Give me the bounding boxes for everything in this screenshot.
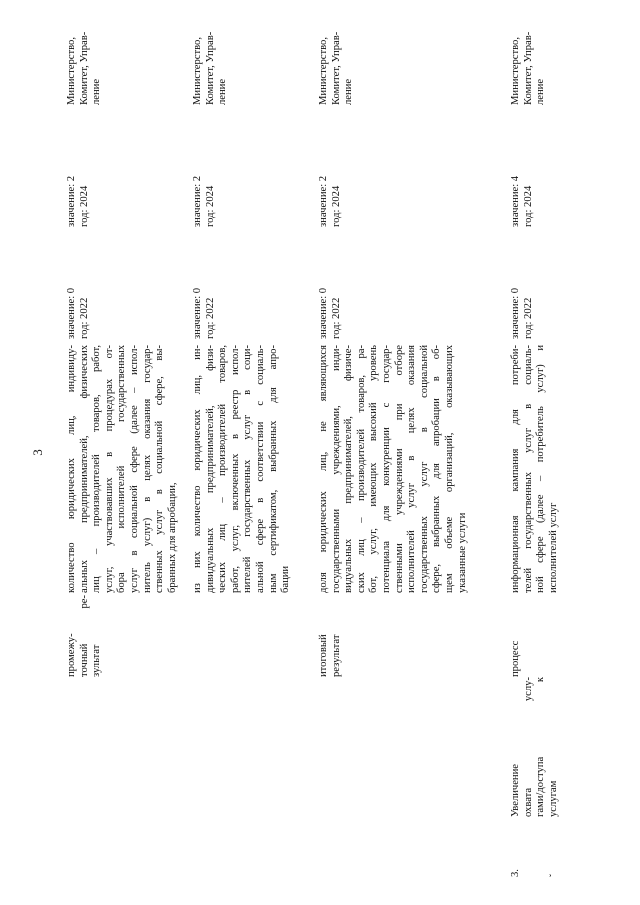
target-value-cell <box>192 117 217 227</box>
indicator-line: бора исполнителей государственных <box>116 345 128 593</box>
base-value-line: год: 2022 <box>522 297 534 339</box>
responsible-cell <box>192 5 230 105</box>
responsible-cell <box>66 5 104 105</box>
indicator-line: дивидуальных предпринимателей, физи- <box>204 345 216 593</box>
result-type-line: итоговый <box>318 634 329 677</box>
responsible-line: Министерство, <box>510 37 521 105</box>
target-value-line: год: 2024 <box>522 185 534 227</box>
task-line: Увеличение <box>510 764 521 817</box>
page-number: 3 <box>30 449 45 456</box>
base-value-cell <box>318 229 343 339</box>
responsible-line: Комитет, Управ- <box>204 31 216 105</box>
indicator-line: доля юридических лиц, не являющихся <box>318 345 329 593</box>
indicator-line: ным сертификатом, выбранных для апро- <box>267 345 279 593</box>
result-type-cell <box>318 595 343 677</box>
indicator-line: государственных услуг в социальной <box>418 345 430 593</box>
indicator-line: бации <box>280 565 292 593</box>
indicator-line: нителей государственных услуг в соци- <box>242 345 254 593</box>
responsible-line: Комитет, Управ- <box>78 31 90 105</box>
responsible-line: ление <box>217 78 229 105</box>
base-value-line: год: 2022 <box>330 297 342 339</box>
indicator-line: ственными учреждениями при отборе <box>393 345 405 593</box>
responsible-line: Министерство, <box>192 37 203 105</box>
indicator-line: сфере, выбранных для апробации в об- <box>431 345 443 593</box>
target-value-cell <box>318 117 343 227</box>
task-line: гами/доступа к <box>535 677 547 817</box>
responsible-line: Комитет, Управ- <box>522 31 534 105</box>
responsible-line: Министерство, <box>66 37 77 105</box>
base-value-line: значение: 0 <box>510 287 521 339</box>
indicator-line: услуг, участвовавших в процедурах от- <box>103 345 115 593</box>
result-type-line: зультат <box>91 644 103 677</box>
responsible-line: Министерство, <box>318 37 329 105</box>
responsible-line: ление <box>535 78 547 105</box>
indicator-line: государственными учреждениями, инди- <box>330 345 342 593</box>
result-type-cell <box>66 595 104 677</box>
result-type-cell <box>510 595 523 677</box>
target-value-line: значение: 2 <box>192 175 203 227</box>
target-value-line: значение: 2 <box>318 175 329 227</box>
indicator-cell <box>510 345 560 593</box>
task-line: услугам <box>547 780 559 817</box>
base-value-line: год: 2022 <box>78 297 90 339</box>
indicator-line: ских лиц – производителей товаров, ра- <box>355 345 367 593</box>
base-value-line: год: 2022 <box>204 297 216 339</box>
base-value-line: значение: 0 <box>192 287 203 339</box>
indicator-line: нитель услуг) в целях оказания государ- <box>141 345 153 593</box>
result-type-line: промежу- <box>66 633 77 677</box>
base-value-cell <box>510 229 535 339</box>
task-line: охвата услу- <box>522 677 534 817</box>
result-type-line: процесс <box>510 640 521 677</box>
indicator-line: телей государственных услуг в социаль- <box>522 345 534 593</box>
indicator-line: ной сфере (далее – потребитель услуг) и <box>535 345 547 593</box>
indicator-line: бранных для апробации, <box>166 482 178 593</box>
target-value-line: год: 2024 <box>204 185 216 227</box>
indicator-line: информационная кампания для потреби- <box>510 345 521 593</box>
target-value-line: год: 2024 <box>78 185 90 227</box>
indicator-cell <box>318 345 469 593</box>
indicator-line: услуг в социальной сфере (далее – испол- <box>128 345 140 593</box>
indicator-cell <box>66 345 179 593</box>
indicator-line: бот, услуг, имеющих высокий уровень <box>368 345 380 593</box>
section-number: 3. <box>510 869 521 877</box>
indicator-line: альных предпринимателей, физических <box>78 345 90 593</box>
task-cell <box>510 677 560 817</box>
responsible-line: ление <box>343 78 355 105</box>
target-value-line: год: 2024 <box>330 185 342 227</box>
indicator-line: альной сфере в соответствии с социаль- <box>254 345 266 593</box>
indicator-line: количество юридических лиц, индивиду- <box>66 345 77 593</box>
responsible-cell <box>318 5 356 105</box>
target-value-cell <box>510 117 535 227</box>
base-value-cell <box>192 229 217 339</box>
target-value-line: значение: 4 <box>510 175 521 227</box>
indicator-line: указанные услуги <box>456 512 468 593</box>
base-value-line: значение: 0 <box>318 287 329 339</box>
indicator-line: лиц – производителей товаров, работ, <box>91 345 103 593</box>
target-value-cell <box>66 117 91 227</box>
indicator-line: работ, услуг, включенных в реестр испол- <box>229 345 241 593</box>
indicator-line: видуальных предпринимателей, физиче- <box>343 345 355 593</box>
indicator-line: потенциала для конкуренции с государ- <box>380 345 392 593</box>
responsible-cell <box>510 5 548 105</box>
base-value-line: значение: 0 <box>66 287 77 339</box>
target-value-line: значение: 2 <box>66 175 77 227</box>
indicator-cell <box>192 345 293 593</box>
indicator-line: исполнителей услуг <box>547 502 559 593</box>
base-value-cell <box>66 229 91 339</box>
indicator-line: из них количество юридических лиц, ин- <box>192 345 203 593</box>
result-type-line: точный ре- <box>78 595 90 677</box>
margin-mark: ˇ <box>548 874 558 877</box>
responsible-line: ление <box>91 78 103 105</box>
responsible-line: Комитет, Управ- <box>330 31 342 105</box>
indicator-line: щем объеме организаций, оказывающих <box>443 345 455 593</box>
indicator-line: ческих лиц – производителей товаров, <box>217 345 229 593</box>
indicator-line: исполнителей услуг в целях оказания <box>406 345 418 593</box>
indicator-line: ственных услуг в социальной сфере, вы- <box>154 345 166 593</box>
result-type-line: результат <box>330 634 342 677</box>
